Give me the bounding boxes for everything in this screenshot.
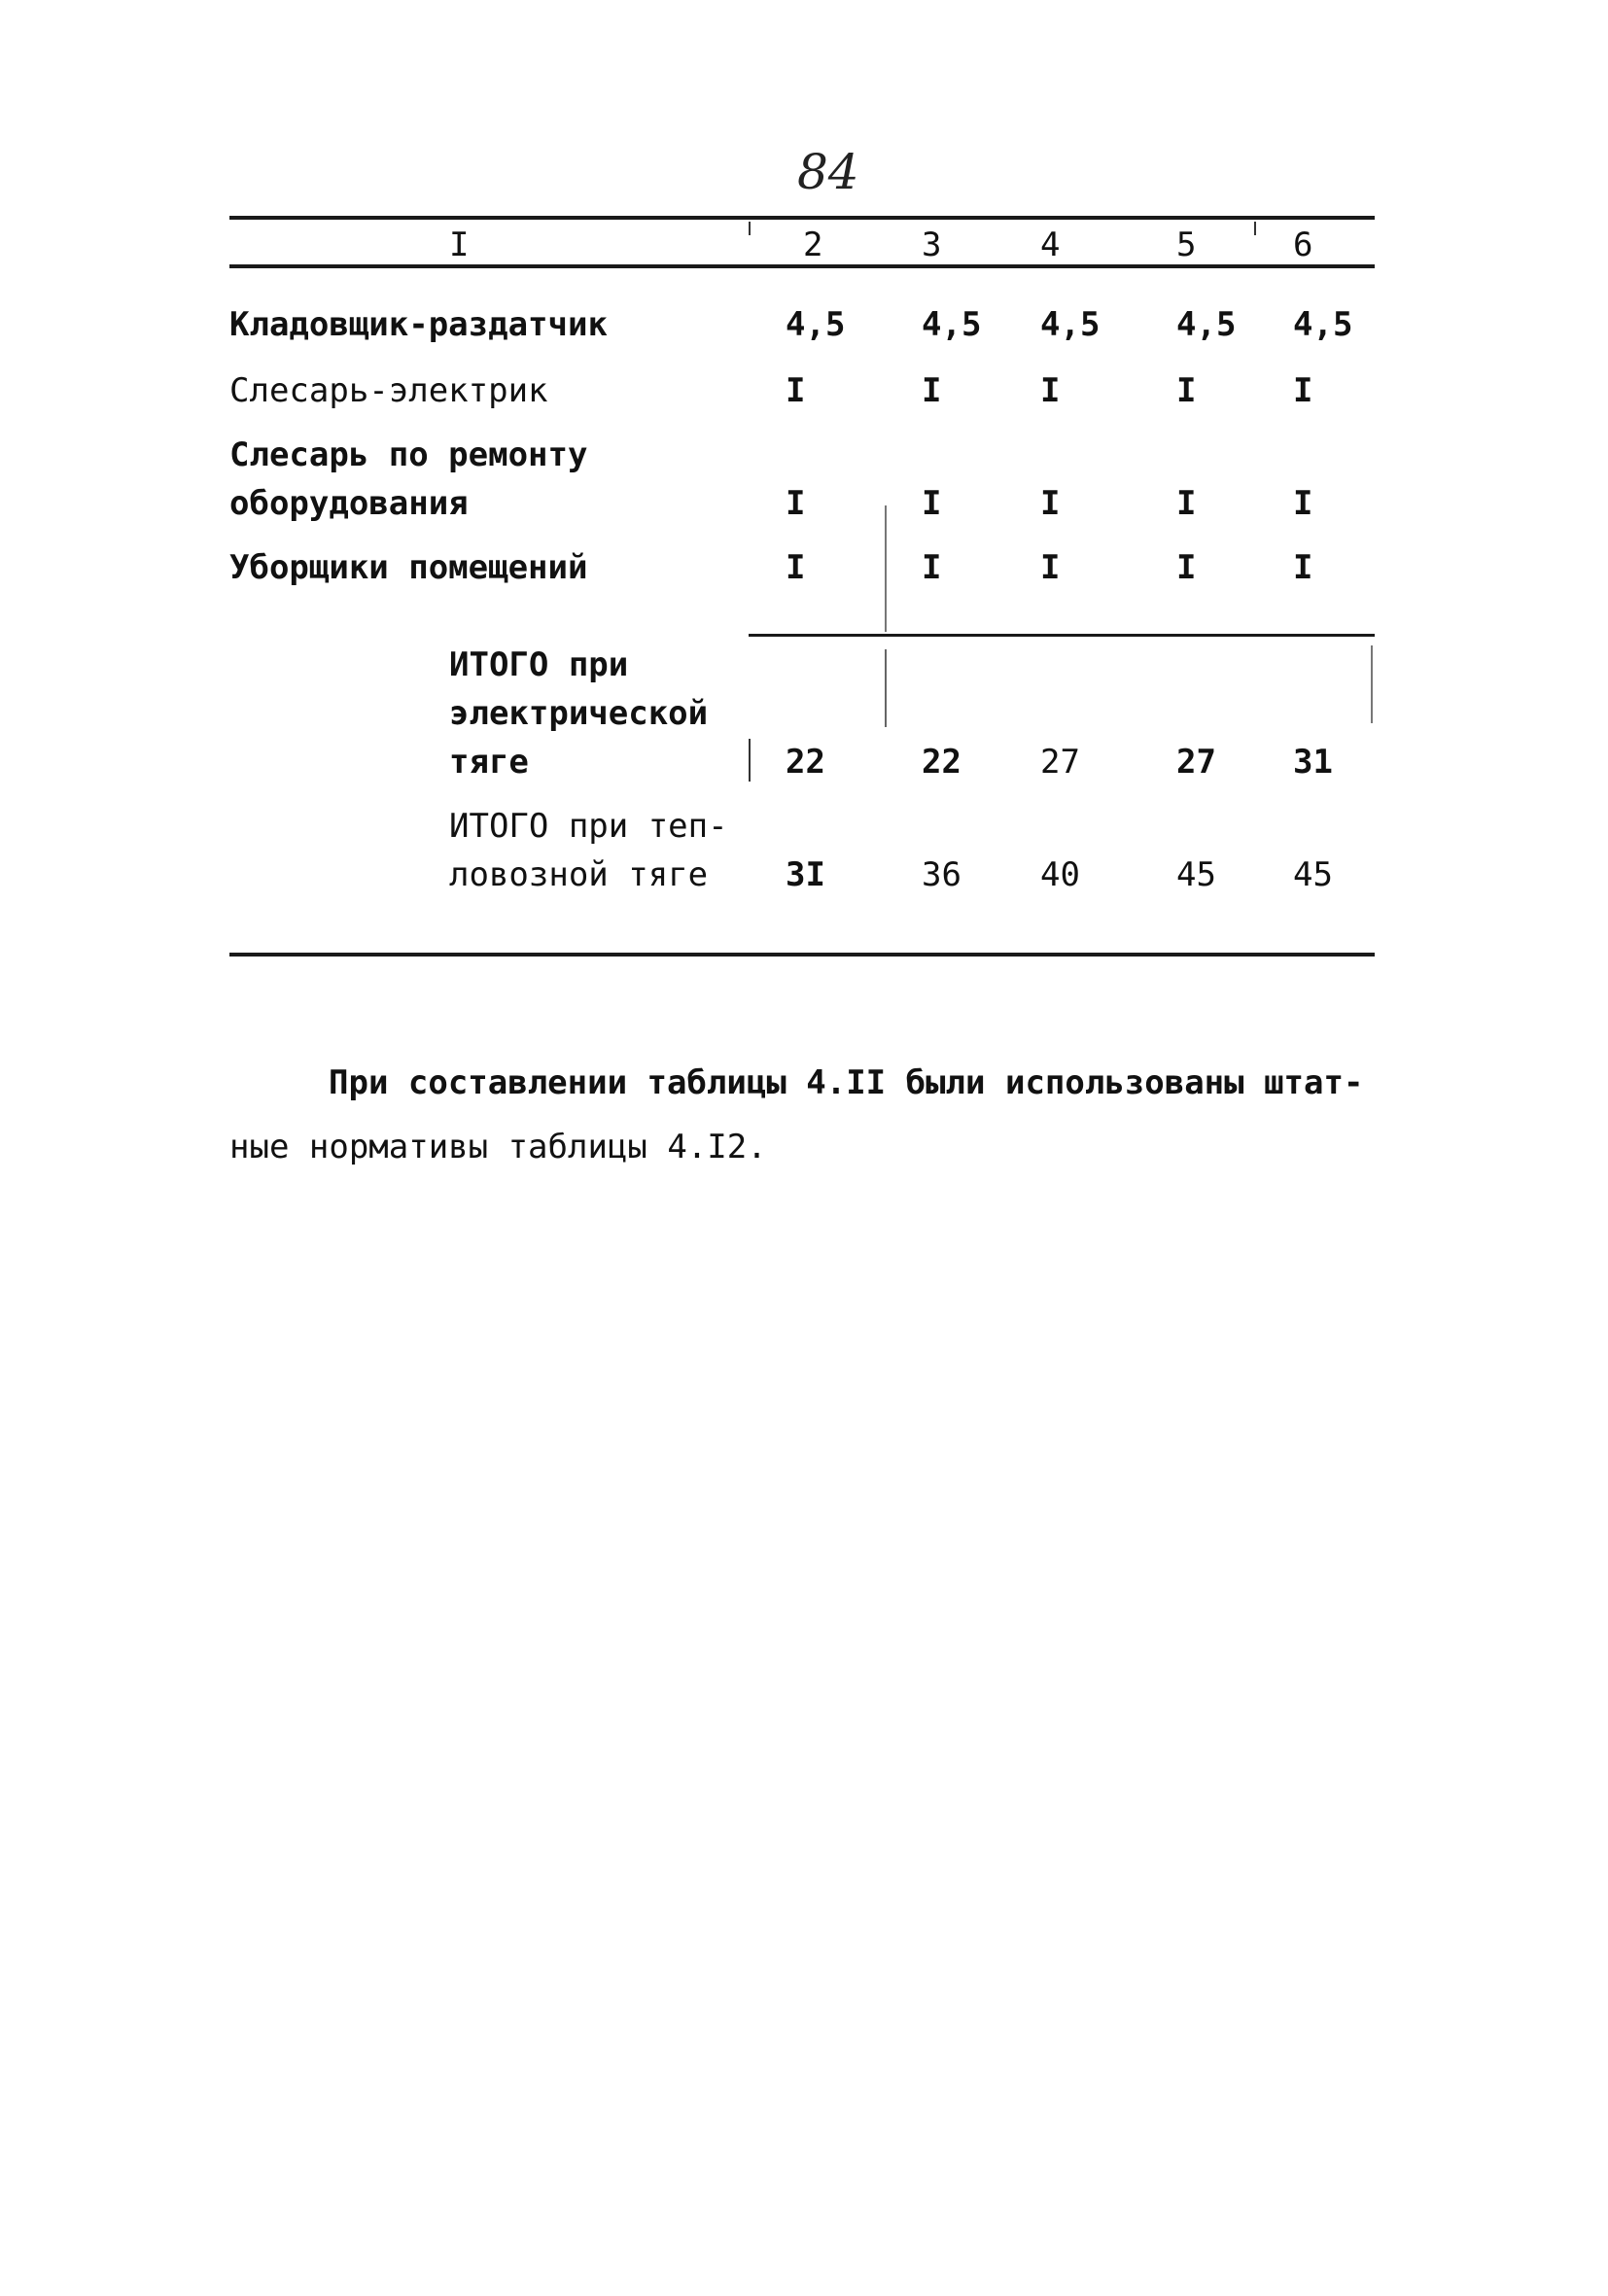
total-label: электрической (449, 694, 709, 733)
total-cell: 45 (1176, 855, 1216, 894)
body-paragraph-line: ные нормативы таблицы 4.I2. (229, 1128, 767, 1166)
total-label: ловозной тяге (449, 855, 709, 894)
table-cell: I (922, 484, 942, 523)
body-paragraph-line: При составлении таблицы 4.II были использованы штат- (329, 1063, 1364, 1102)
table-cell: 4,5 (1176, 305, 1237, 344)
table-cell: I (1176, 371, 1197, 410)
totals-rule (749, 634, 1375, 637)
column-divider (1371, 645, 1373, 723)
table-cell: I (1293, 484, 1313, 523)
table-cell: I (922, 371, 942, 410)
table-cell: I (1040, 548, 1061, 587)
table-cell: I (1293, 371, 1313, 410)
table-cell: I (1176, 548, 1197, 587)
column-divider (885, 649, 887, 727)
column-header: 4 (1040, 226, 1061, 264)
column-divider (1254, 222, 1256, 235)
table-cell: 4,5 (1040, 305, 1101, 344)
column-divider (749, 739, 751, 782)
total-label: тяге (449, 743, 529, 782)
table-cell: I (786, 548, 806, 587)
column-header: I (449, 226, 470, 264)
table-cell: I (1293, 548, 1313, 587)
table-cell: 4,5 (786, 305, 846, 344)
total-cell: 36 (922, 855, 961, 894)
column-header: 5 (1176, 226, 1197, 264)
total-label: ИТОГО при теп- (449, 807, 728, 846)
page-number: 84 (797, 144, 859, 200)
table-cell: I (786, 371, 806, 410)
column-header: 3 (922, 226, 942, 264)
column-divider (885, 505, 887, 632)
total-cell: 27 (1040, 743, 1080, 782)
column-header: 2 (803, 226, 823, 264)
total-cell: 3I (786, 855, 825, 894)
table-cell: I (786, 484, 806, 523)
row-label: Слесарь по ремонту (229, 435, 588, 474)
row-label: Слесарь-электрик (229, 371, 548, 410)
row-label: Кладовщик-раздатчик (229, 305, 608, 344)
column-divider (749, 222, 751, 235)
table-cell: I (1176, 484, 1197, 523)
table-bottom-rule (229, 953, 1375, 957)
table-cell: I (1040, 371, 1061, 410)
total-label: ИТОГО при (449, 645, 629, 684)
table-top-rule (229, 216, 1375, 220)
total-cell: 22 (786, 743, 825, 782)
row-label: Уборщики помещений (229, 548, 588, 587)
table-cell: 4,5 (1293, 305, 1353, 344)
total-cell: 31 (1293, 743, 1333, 782)
table-header-rule (229, 264, 1375, 268)
total-cell: 22 (922, 743, 961, 782)
total-cell: 40 (1040, 855, 1080, 894)
table-cell: 4,5 (922, 305, 982, 344)
total-cell: 27 (1176, 743, 1216, 782)
table-cell: I (922, 548, 942, 587)
row-label: оборудования (229, 484, 469, 523)
table-cell: I (1040, 484, 1061, 523)
column-header: 6 (1293, 226, 1313, 264)
total-cell: 45 (1293, 855, 1333, 894)
